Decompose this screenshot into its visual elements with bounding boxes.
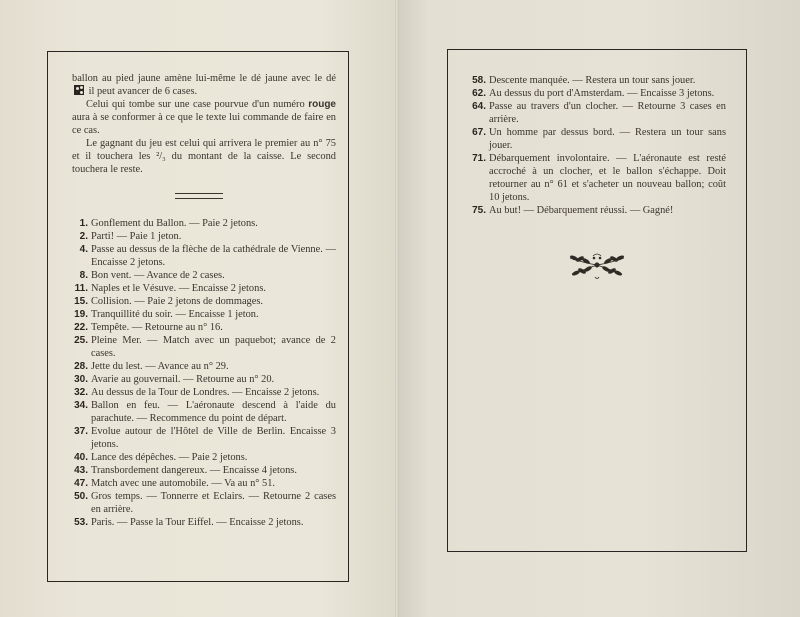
square-number: 58. — [472, 75, 486, 86]
rules-text: Celui qui tombe sur une case pourvue d'un numéro — [86, 99, 305, 110]
list-item — [72, 282, 336, 295]
square-number: 28. — [74, 361, 88, 372]
square-number: 34. — [74, 400, 88, 411]
square-description: Parti! — Paie 1 jeton. — [91, 231, 182, 242]
rules-paragraph-red — [72, 98, 336, 137]
square-description: Paris. — Passe la Tour Eiffel. — Encaisse 2 jetons. — [91, 517, 304, 528]
list-item — [72, 399, 336, 425]
square-description: Débarquement involontaire. — L'aéronaute est resté accroché à un clocher, et le ballon s'échappe. Doit retourner au n° 61 et s'acheter un nouveau ballon; coût 10 jetons. — [489, 153, 726, 203]
square-description: Ballon en feu. — L'aéronaute descend à l'aide du parachute. — Recommence du point de départ. — [91, 400, 336, 424]
list-item — [72, 490, 336, 516]
list-item — [72, 360, 336, 373]
square-description: Un homme par dessus bord. — Restera un tour sans jouer. — [489, 127, 726, 151]
rules-intro — [72, 72, 336, 176]
square-description: Bon vent. — Avance de 2 cases. — [91, 270, 225, 281]
square-number: 32. — [74, 387, 88, 398]
rules-text: ballon au pied jaune amène lui-même le dé jaune avec le dé — [72, 73, 336, 84]
list-item — [72, 230, 336, 243]
list-item — [470, 152, 726, 204]
square-description: Passe au dessus de la flèche de la cathédrale de Vienne. — Encaisse 2 jetons. — [91, 244, 336, 268]
square-description: Au but! — Débarquement réussi. — Gagné! — [489, 205, 674, 216]
square-number: 75. — [472, 205, 486, 216]
square-number: 8. — [79, 270, 88, 281]
list-item — [72, 451, 336, 464]
left-square-list — [72, 217, 336, 529]
square-number: 43. — [74, 465, 88, 476]
square-number: 47. — [74, 478, 88, 489]
square-description: Au dessus de la Tour de Londres. — Encaisse 2 jetons. — [91, 387, 320, 398]
square-description: Pleine Mer. — Match avec un paquebot; avance de 2 cases. — [91, 335, 336, 359]
die-icon — [74, 85, 84, 95]
list-item — [72, 425, 336, 451]
square-number: 1. — [79, 218, 88, 229]
red-keyword: rouge — [308, 99, 336, 110]
square-description: Gonflement du Ballon. — Paie 2 jetons. — [91, 218, 258, 229]
list-item — [470, 74, 726, 87]
square-description: Tranquillité du soir. — Encaisse 1 jeton. — [91, 309, 259, 320]
list-item — [72, 308, 336, 321]
list-item — [72, 243, 336, 269]
square-number: 22. — [74, 322, 88, 333]
square-description: Lance des dépêches. — Paie 2 jetons. — [91, 452, 248, 463]
square-number: 37. — [74, 426, 88, 437]
list-item — [72, 477, 336, 490]
list-item — [72, 516, 336, 529]
square-number: 50. — [74, 491, 88, 502]
square-number: 67. — [472, 127, 486, 138]
square-description: Jette du lest. — Avance au n° 29. — [91, 361, 229, 372]
square-number: 53. — [74, 517, 88, 528]
list-item — [470, 100, 726, 126]
square-description: Au dessus du port d'Amsterdam. — Encaisse 3 jetons. — [489, 88, 715, 99]
square-description: Gros temps. — Tonnerre et Eclairs. — Retourne 2 cases en arrière. — [91, 491, 336, 515]
section-divider — [175, 193, 223, 199]
square-description: Tempête. — Retourne au n° 16. — [91, 322, 223, 333]
rules-paragraph-winner: Le gagnant du jeu est celui qui arrivera le premier au n° 75 et il touchera les ²/₃ du montant de la caisse. Le second touchera le reste. — [72, 138, 336, 175]
square-number: 30. — [74, 374, 88, 385]
square-number: 64. — [472, 101, 486, 112]
page-fold — [395, 0, 399, 617]
square-number: 62. — [472, 88, 486, 99]
list-item — [72, 269, 336, 282]
list-item — [470, 87, 726, 100]
square-number: 19. — [74, 309, 88, 320]
square-description: Passe au travers d'un clocher. — Retourne 3 cases en arrière. — [489, 101, 726, 125]
square-description: Avarie au gouvernail. — Retourne au n° 20. — [91, 374, 275, 385]
square-description: Naples et le Vésuve. — Encaisse 2 jetons. — [91, 283, 266, 294]
list-item — [470, 204, 726, 217]
square-number: 15. — [74, 296, 88, 307]
right-square-list — [470, 74, 726, 217]
laurel-sprig-icon — [564, 249, 630, 281]
list-item — [72, 334, 336, 360]
list-item — [72, 464, 336, 477]
rules-paragraph-die — [72, 72, 336, 98]
list-item — [72, 295, 336, 308]
square-description: Match avec une automobile. — Va au n° 51. — [91, 478, 276, 489]
rules-text: aura à se conformer à ce que le texte lui commande de faire en ce cas. — [72, 112, 336, 136]
square-description: Descente manquée. — Restera un tour sans jouer. — [489, 75, 696, 86]
square-description: Evolue autour de l'Hôtel de Ville de Berlin. Encaisse 3 jetons. — [91, 426, 336, 450]
square-number: 25. — [74, 335, 88, 346]
square-number: 2. — [79, 231, 88, 242]
square-number: 4. — [79, 244, 88, 255]
square-description: Transbordement dangereux. — Encaisse 4 jetons. — [91, 465, 297, 476]
list-item — [72, 217, 336, 230]
rules-text: il peut avancer de 6 cases. — [88, 86, 198, 97]
list-item — [72, 386, 336, 399]
list-item — [72, 321, 336, 334]
square-description: Collision. — Paie 2 jetons de dommages. — [91, 296, 264, 307]
list-item — [470, 126, 726, 152]
list-item — [72, 373, 336, 386]
square-number: 71. — [472, 153, 486, 164]
square-number: 40. — [74, 452, 88, 463]
square-number: 11. — [74, 283, 88, 294]
